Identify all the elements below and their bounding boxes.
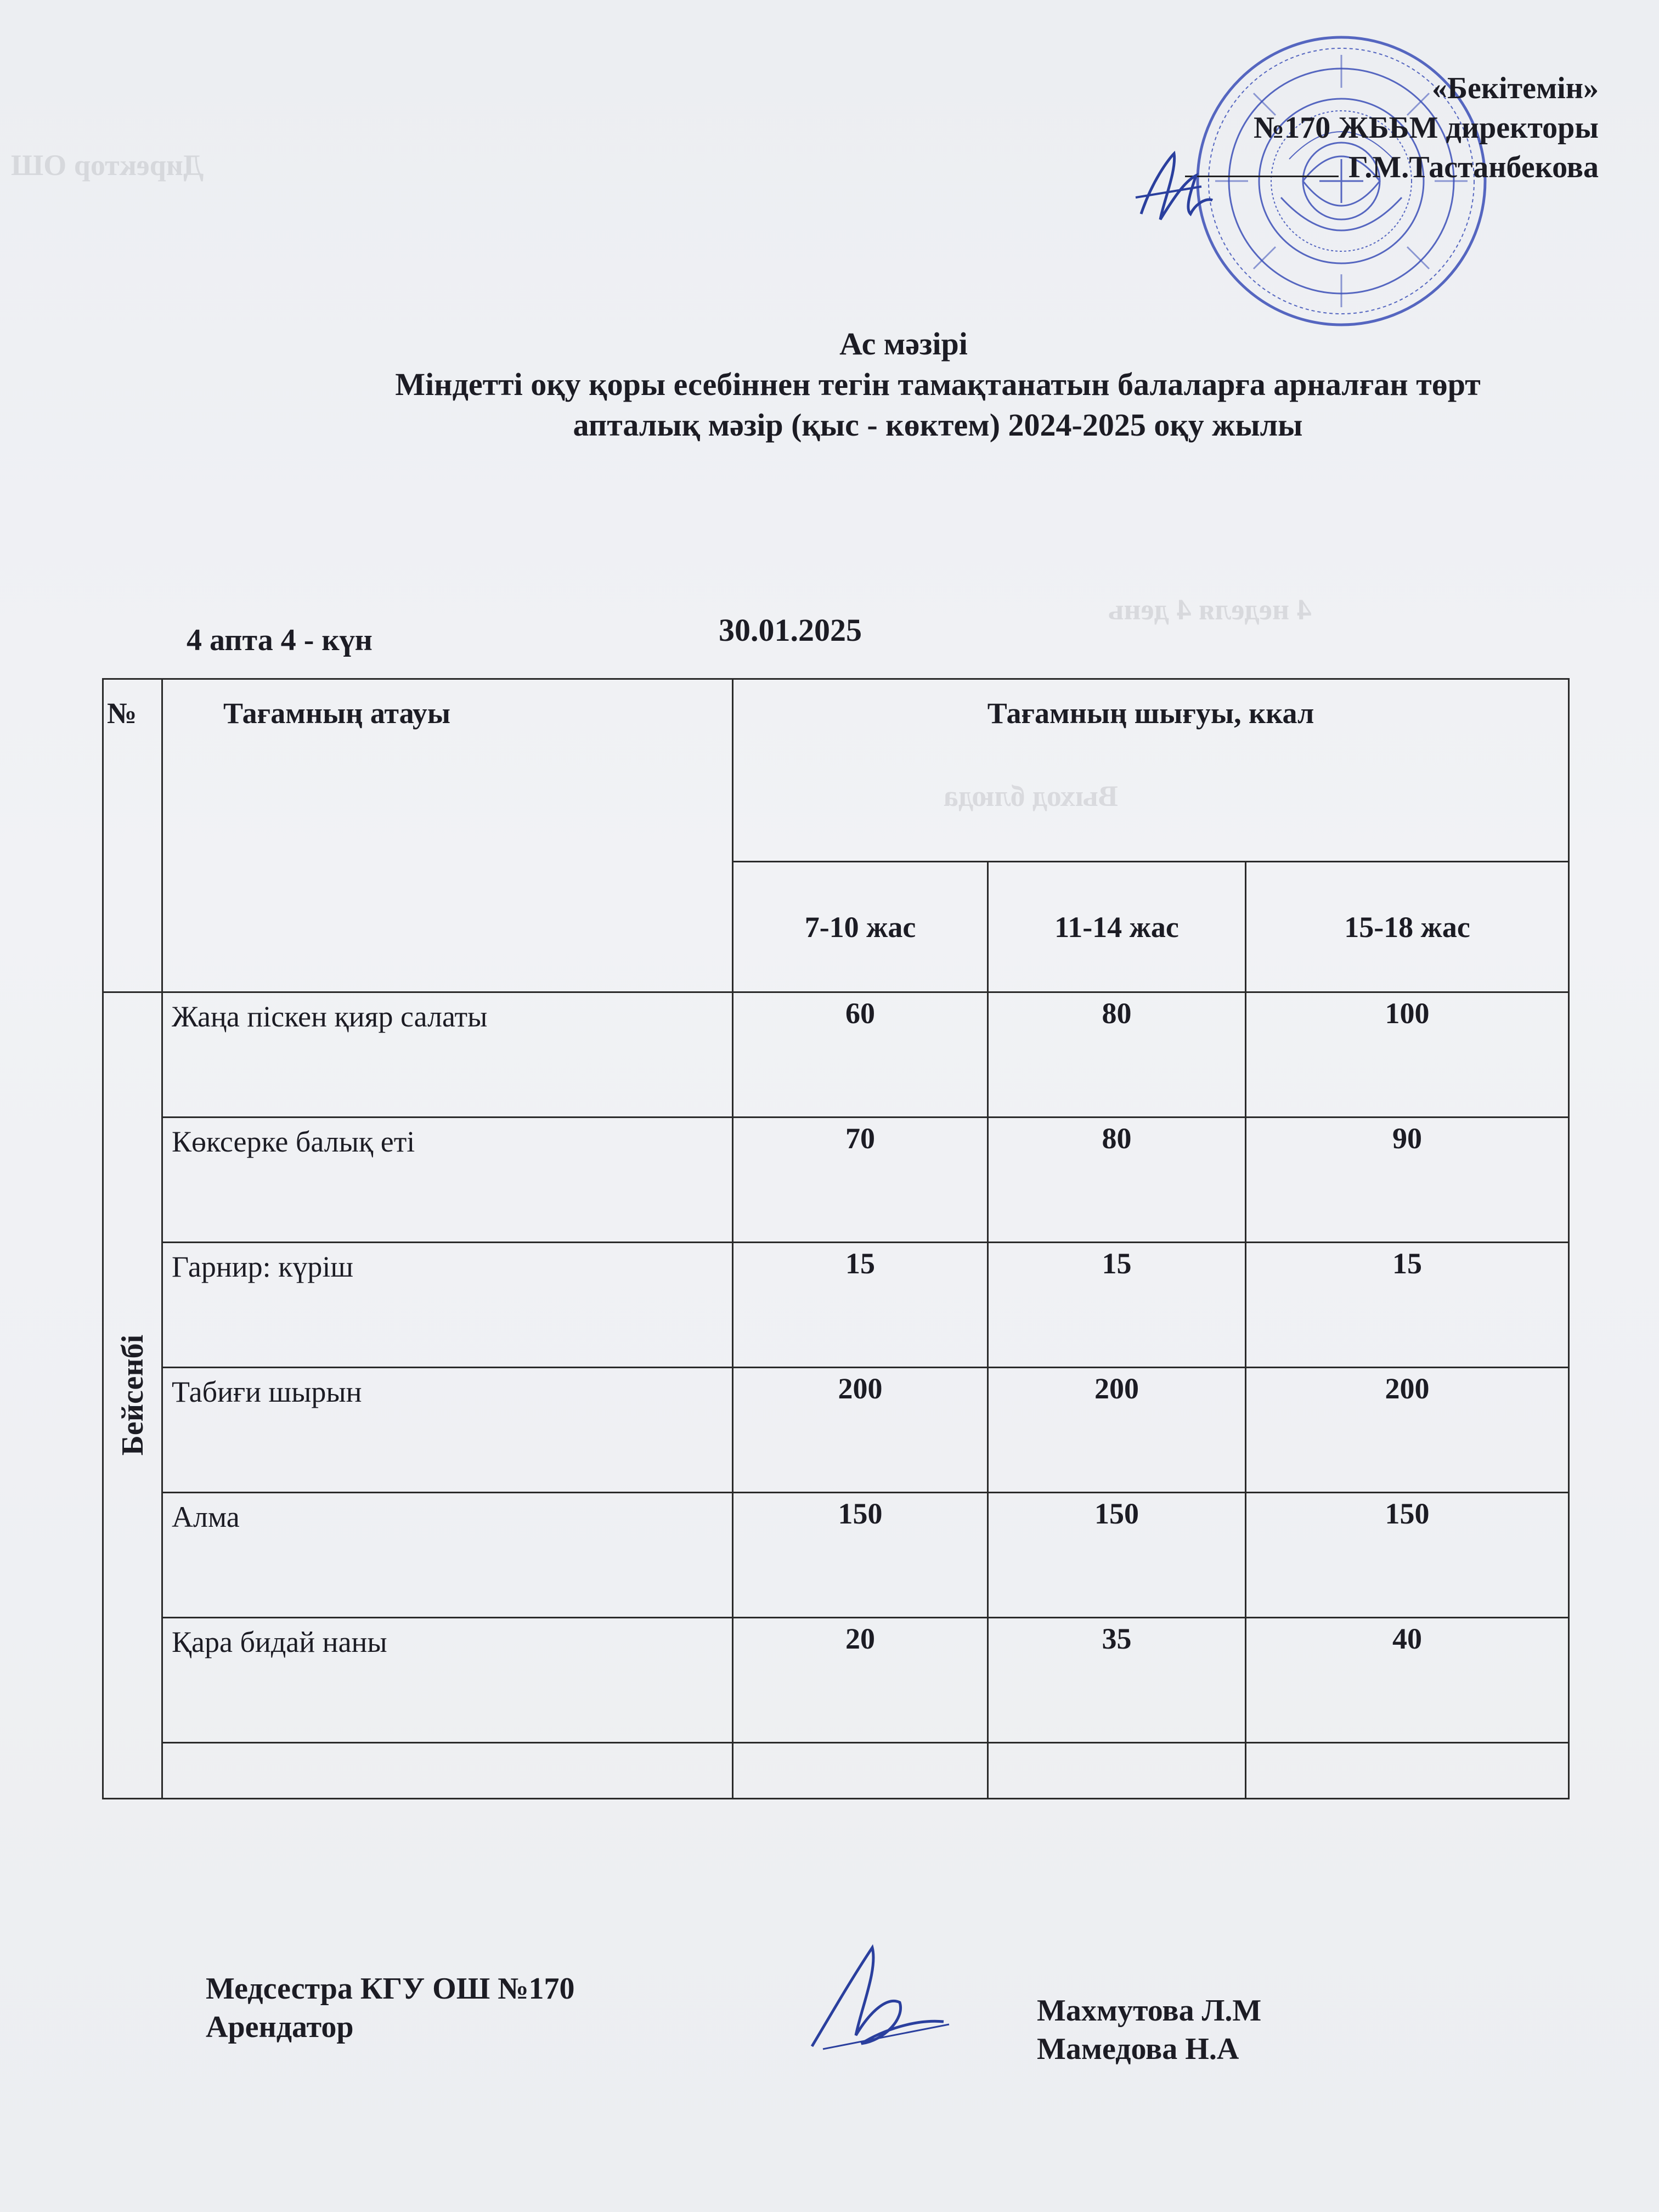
- nurse-role: Медсестра КГУ ОШ №170: [206, 1972, 575, 2006]
- week-day-label: 4 апта 4 - күн: [187, 623, 373, 657]
- nurse-signature-icon: [790, 1937, 955, 2063]
- nurse-name: Махмутова Л.М: [1037, 1994, 1262, 2028]
- portion-15-18: 15: [1246, 1242, 1569, 1367]
- column-header-number: №: [103, 679, 162, 992]
- table-row: [103, 1242, 1569, 1367]
- portion-11-14: 150: [988, 1492, 1246, 1617]
- dish-name: Табиғи шырын: [162, 1367, 733, 1492]
- portion-7-10: 15: [733, 1242, 988, 1367]
- day-of-week: Бейсенбі: [115, 1335, 150, 1456]
- approval-director-name: Г.М.Тастанбекова: [1348, 150, 1599, 184]
- table-row: [103, 992, 1569, 1117]
- table-row: [103, 1117, 1569, 1242]
- portion-15-18: 40: [1246, 1617, 1569, 1742]
- portion-11-14: 200: [988, 1367, 1246, 1492]
- title-line-2: Міндетті оқу қоры есебіннен тегін тамақтанатын балаларға арналған төрт: [395, 366, 1481, 402]
- dish-name: Көксерке балық еті: [162, 1117, 733, 1242]
- empty-cell: [988, 1742, 1246, 1798]
- empty-cell: [162, 1742, 733, 1798]
- portion-15-18: 150: [1246, 1492, 1569, 1617]
- tenant-role: Арендатор: [206, 2010, 354, 2044]
- column-header-age-7-10: 7-10 жас: [733, 862, 988, 992]
- bleed-through-text: Выход блюда: [944, 780, 1118, 812]
- portion-11-14: 80: [988, 1117, 1246, 1242]
- dish-name: Қара бидай наны: [162, 1617, 733, 1742]
- column-header-output: Тағамның шығуы, ккал: [733, 679, 1569, 862]
- director-signature-icon: [1130, 148, 1218, 230]
- portion-7-10: 200: [733, 1367, 988, 1492]
- dish-name: Жаңа піскен қияр салаты: [162, 992, 733, 1117]
- portion-7-10: 150: [733, 1492, 988, 1617]
- approval-position: №170 ЖББМ директоры: [1253, 111, 1599, 145]
- menu-date: 30.01.2025: [719, 612, 862, 648]
- portion-11-14: 15: [988, 1242, 1246, 1367]
- bleed-through-text: Директор ОШ: [11, 149, 204, 182]
- footer-roles: [206, 1970, 575, 2046]
- menu-table: [102, 678, 1570, 1799]
- day-cell: [103, 992, 162, 1798]
- empty-cell: [733, 1742, 988, 1798]
- portion-11-14: 80: [988, 992, 1246, 1117]
- footer-names: [1037, 1991, 1261, 2068]
- title-line-1: Ас мәзірі: [839, 326, 968, 362]
- tenant-name: Мамедова Н.А: [1037, 2032, 1239, 2066]
- portion-15-18: 90: [1246, 1117, 1569, 1242]
- bleed-through-text: 4 неделя 4 день: [1108, 593, 1312, 626]
- dish-name: Алма: [162, 1492, 733, 1617]
- table-row: [103, 1617, 1569, 1742]
- portion-15-18: 100: [1246, 992, 1569, 1117]
- title-line-3: апталық мәзір (қыс - көктем) 2024-2025 оқу жылы: [573, 407, 1303, 443]
- document-title: [0, 324, 1659, 445]
- table-row: [103, 1492, 1569, 1617]
- approval-block: [1185, 69, 1599, 187]
- column-header-age-11-14: 11-14 жас: [988, 862, 1246, 992]
- portion-11-14: 35: [988, 1617, 1246, 1742]
- portion-7-10: 70: [733, 1117, 988, 1242]
- dish-name: Гарнир: күріш: [162, 1242, 733, 1367]
- approval-heading: «Бекітемін»: [1431, 71, 1599, 105]
- portion-15-18: 200: [1246, 1367, 1569, 1492]
- portion-7-10: 60: [733, 992, 988, 1117]
- portion-7-10: 20: [733, 1617, 988, 1742]
- table-row: [103, 1367, 1569, 1492]
- table-row-empty: [103, 1742, 1569, 1798]
- column-header-age-15-18: 15-18 жас: [1246, 862, 1569, 992]
- empty-cell: [1246, 1742, 1569, 1798]
- column-header-dish-name: Тағамның атауы: [162, 679, 733, 992]
